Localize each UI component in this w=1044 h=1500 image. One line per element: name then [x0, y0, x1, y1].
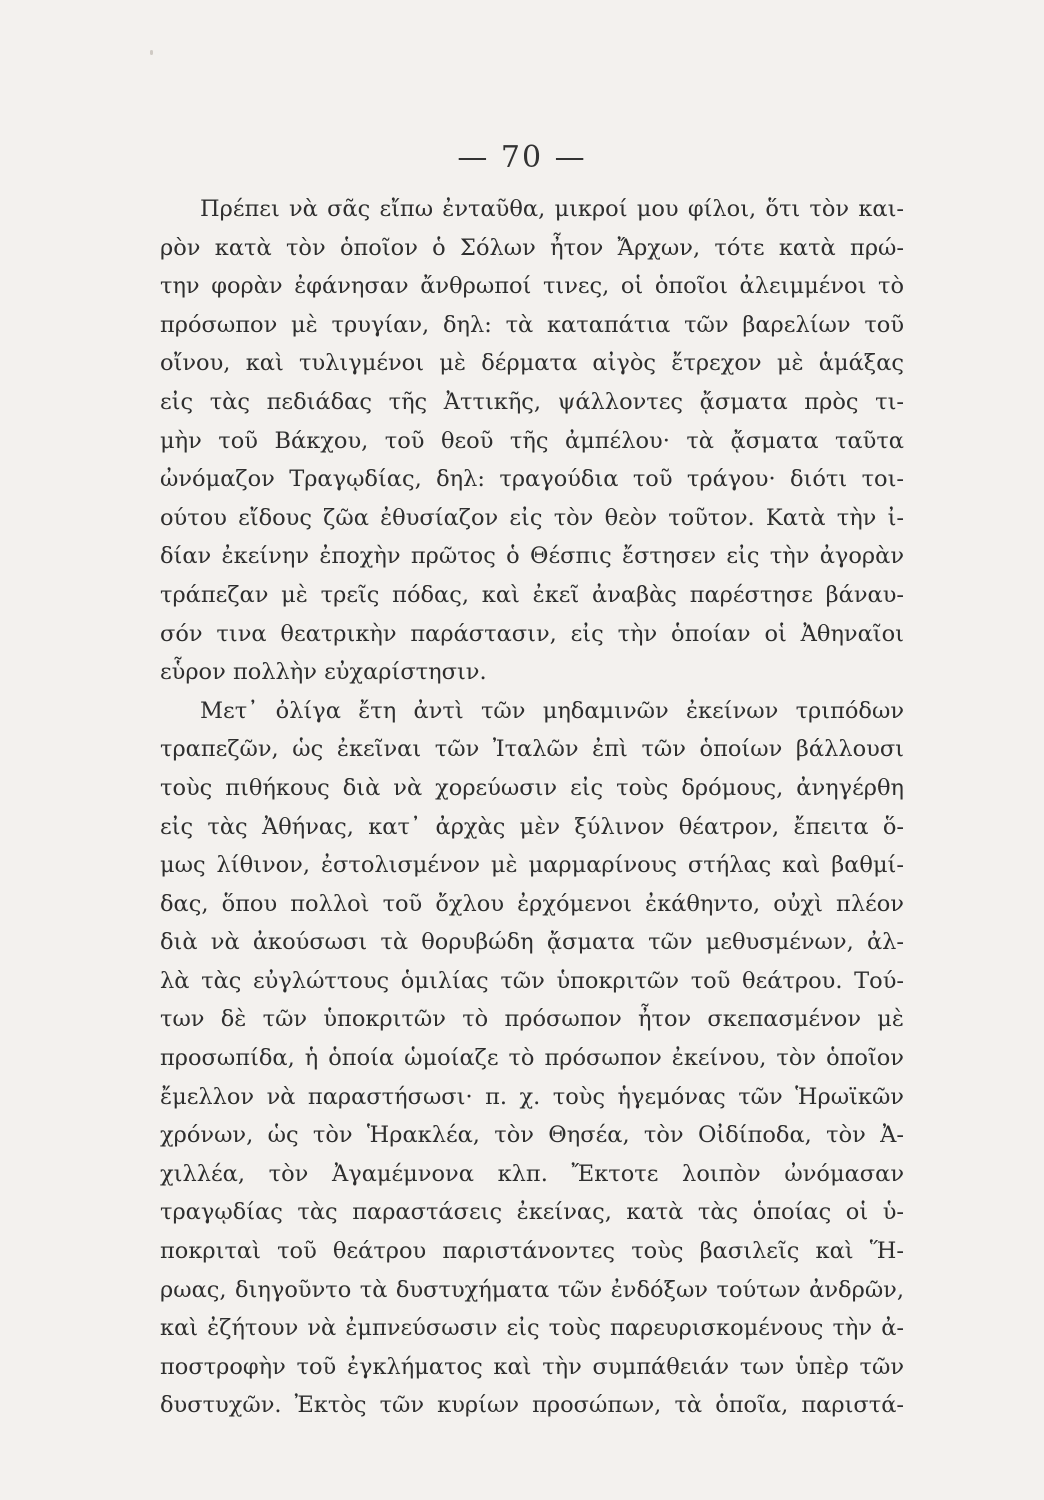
text-line: ποστροφὴν τοῦ ἐγκλήματος καὶ τὴν συμπάθειάν των ὑπὲρ τῶν	[160, 1353, 904, 1380]
text-line: εἰς τὰς Ἀθήνας, κατ᾽ ἀρχὰς μὲν ξύλινον θέατρον, ἔπειτα ὅ-	[160, 813, 904, 840]
text-line: ἔμελλον νὰ παραστήσωσι· π. χ. τοὺς ἡγεμόνας τῶν Ἡρωϊκῶν	[160, 1083, 904, 1110]
page-number: — 70 —	[457, 140, 587, 175]
text-line: εὗρον πολλὴν εὐχαρίστησιν.	[160, 659, 487, 686]
text-line: ρὸν κατὰ τὸν ὁποῖον ὁ Σόλων ἦτον Ἄρχων, τότε κατὰ πρώ-	[160, 234, 904, 261]
text-line: τοὺς πιθήκους διὰ νὰ χορεύωσιν εἰς τοὺς δρόμους, ἀνηγέρθη	[160, 774, 904, 801]
paper-speck	[150, 50, 153, 55]
text-line: τραπεζῶν, ὡς ἐκεῖναι τῶν Ἰταλῶν ἐπὶ τῶν ὁποίων βάλλουσι	[160, 736, 904, 763]
text-line: ὠνόμαζον Τραγῳδίας, δηλ: τραγούδια τοῦ τράγου· διότι τοι-	[160, 466, 904, 493]
text-line: εἰς τὰς πεδιάδας τῆς Ἀττικῆς, ψάλλοντες ᾄσματα πρὸς τι-	[160, 388, 904, 415]
text-line: δας, ὅπου πολλοὶ τοῦ ὄχλου ἐρχόμενοι ἐκάθηντο, οὐχὶ πλέον	[160, 890, 904, 917]
text-line: ρωας, διηγοῦντο τὰ δυστυχήματα τῶν ἐνδόξων τούτων ἀνδρῶν,	[160, 1276, 904, 1303]
text-line: πρόσωπον μὲ τρυγίαν, δηλ: τὰ καταπάτια τῶν βαρελίων τοῦ	[160, 311, 904, 338]
text-line: τράπεζαν μὲ τρεῖς πόδας, καὶ ἐκεῖ ἀναβὰς παρέστησε βάναυ-	[160, 581, 904, 608]
body-text	[160, 190, 904, 1425]
text-line: διὰ νὰ ἀκούσωσι τὰ θορυβώδη ᾄσματα τῶν μεθυσμένων, ἀλ-	[160, 929, 904, 956]
text-line: Μετ᾽ ὀλίγα ἔτη ἀντὶ τῶν μηδαμινῶν ἐκείνων τριπόδων	[200, 697, 904, 724]
text-line: μως λίθινον, ἐστολισμένον μὲ μαρμαρίνους στήλας καὶ βαθμί-	[160, 852, 904, 879]
text-line: τραγῳδίας τὰς παραστάσεις ἐκείνας, κατὰ τὰς ὁποίας οἱ ὑ-	[160, 1199, 904, 1226]
text-line: δυστυχῶν. Ἐκτὸς τῶν κυρίων προσώπων, τὰ ὁποῖα, παριστά-	[160, 1392, 904, 1419]
text-line: Πρέπει νὰ σᾶς εἴπω ἐνταῦθα, μικροί μου φίλοι, ὅτι τὸν και-	[200, 196, 904, 222]
text-line: λὰ τὰς εὐγλώττους ὁμιλίας τῶν ὑποκριτῶν τοῦ θεάτρου. Τού-	[160, 967, 904, 994]
text-line: οἴνου, καὶ τυλιγμένοι μὲ δέρματα αἰγὸς ἔτρεχον μὲ ἁμάξας	[160, 350, 904, 377]
text-line: ποκριταὶ τοῦ θεάτρου παριστάνοντες τοὺς βασιλεῖς καὶ Ἥ-	[160, 1238, 904, 1265]
text-line: την φορὰν ἐφάνησαν ἄνθρωποί τινες, οἱ ὁποῖοι ἀλειμμένοι τὸ	[160, 273, 904, 300]
text-line: σόν τινα θεατρικὴν παράστασιν, εἰς τὴν ὁποίαν οἱ Ἀθηναῖοι	[160, 620, 904, 647]
text-line: ούτου εἴδους ζῶα ἐθυσίαζον εἰς τὸν θεὸν τοῦτον. Κατὰ τὴν ἰ-	[160, 504, 904, 531]
text-line: των δὲ τῶν ὑποκριτῶν τὸ πρόσωπον ἦτον σκεπασμένον μὲ	[160, 1006, 904, 1033]
text-line: χρόνων, ὡς τὸν Ἡρακλέα, τὸν Θησέα, τὸν Οἰδίποδα, τὸν Ἀ-	[160, 1122, 904, 1149]
text-line: προσωπίδα, ἡ ὁποία ὡμοίαζε τὸ πρόσωπον ἐκείνου, τὸν ὁποῖον	[160, 1045, 904, 1072]
text-line: μὴν τοῦ Βάκχου, τοῦ θεοῦ τῆς ἀμπέλου· τὰ ᾄσματα ταῦτα	[160, 427, 904, 454]
text-line: δίαν ἐκείνην ἐποχὴν πρῶτος ὁ Θέσπις ἔστησεν εἰς τὴν ἀγορὰν	[160, 543, 904, 570]
text-line: καὶ ἐζήτουν νὰ ἐμπνεύσωσιν εἰς τοὺς παρευρισκομένους τὴν ἀ-	[160, 1315, 904, 1342]
text-line: χιλλέα, τὸν Ἀγαμέμνονα κλπ. Ἔκτοτε λοιπὸν ὠνόμασαν	[160, 1160, 904, 1187]
